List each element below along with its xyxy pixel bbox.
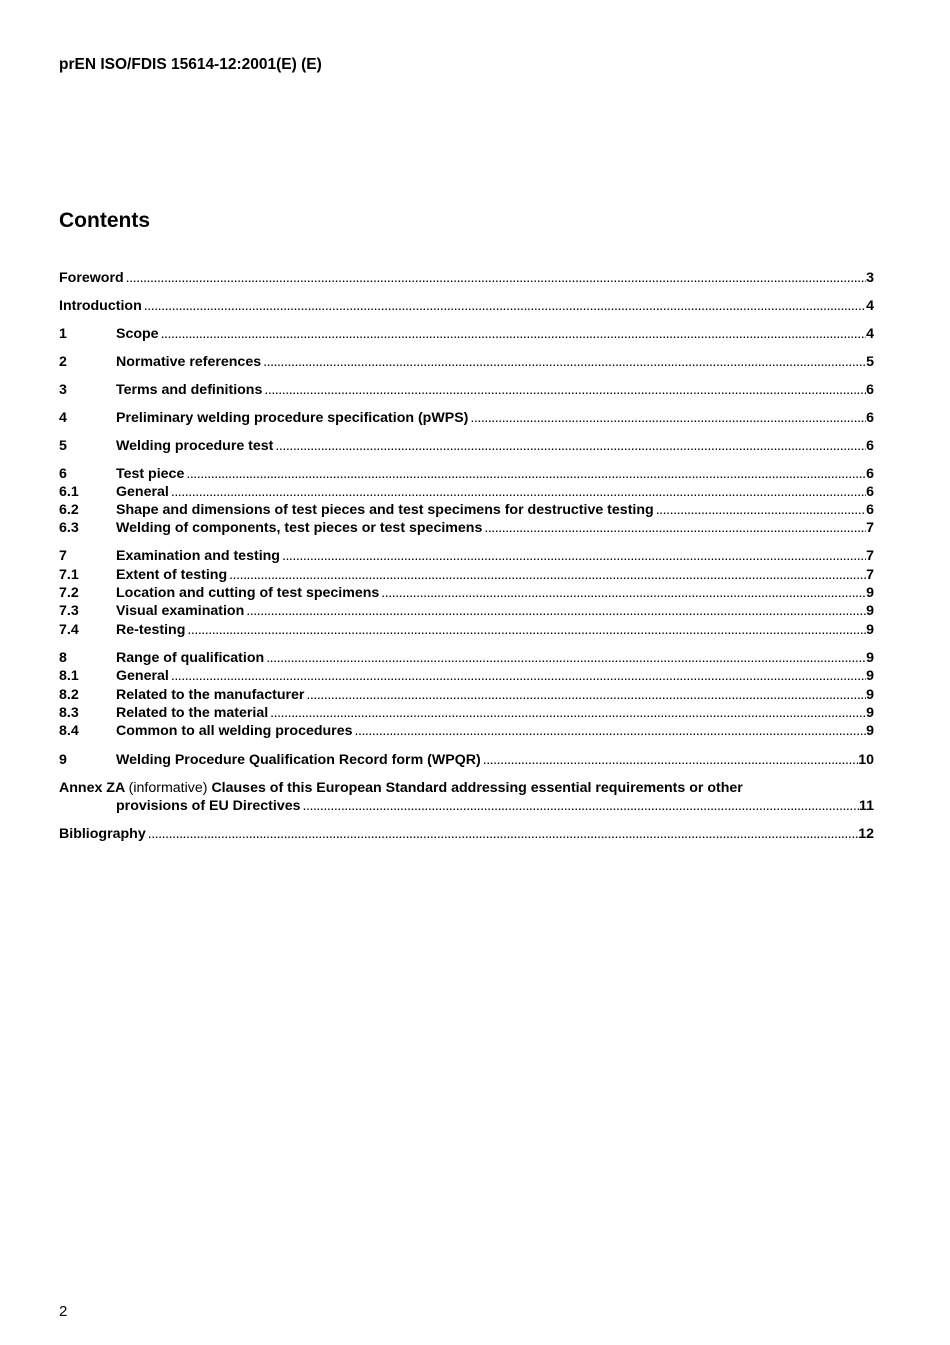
- toc-page: 9: [866, 668, 874, 684]
- toc-title: Shape and dimensions of test pieces and test specimens for destructive testing: [116, 502, 654, 518]
- toc-title: Scope: [116, 326, 159, 342]
- toc-title: Location and cutting of test specimens: [116, 585, 380, 601]
- leader-dots: [654, 501, 866, 519]
- leader-dots: [184, 465, 866, 483]
- leader-dots: [169, 483, 866, 501]
- toc-title: Common to all welding procedures: [116, 723, 353, 739]
- toc-page: 5: [866, 354, 874, 370]
- toc-entry-8-2[interactable]: [59, 686, 874, 704]
- leader-dots: [169, 667, 866, 685]
- leader-dots: [468, 409, 866, 427]
- leader-dots: [482, 519, 866, 537]
- toc-number: 3: [59, 382, 67, 398]
- toc-number: 8.1: [59, 668, 79, 684]
- toc-entry-8-3[interactable]: [59, 704, 874, 722]
- toc-entry-6-3[interactable]: [59, 519, 874, 537]
- toc-title: Welding of components, test pieces or test specimens: [116, 520, 483, 536]
- toc-page: 4: [866, 326, 874, 342]
- toc-number: 6.1: [59, 484, 79, 500]
- toc-entry-7-3[interactable]: [59, 602, 874, 620]
- toc-title: Visual examination: [116, 603, 245, 619]
- toc-entry-6-1[interactable]: [59, 483, 874, 501]
- toc-page: 4: [866, 298, 874, 314]
- toc-page: 9: [866, 603, 874, 619]
- toc-number: 8: [59, 650, 67, 666]
- leader-dots: [261, 353, 866, 371]
- toc-title: Bibliography: [59, 826, 146, 842]
- toc-title: Test piece: [116, 466, 185, 482]
- toc-page: 10: [858, 752, 874, 768]
- toc-number: 6.3: [59, 520, 79, 536]
- toc-title: Introduction: [59, 298, 142, 314]
- toc-entry-3[interactable]: [59, 381, 874, 399]
- toc-page: 9: [866, 687, 874, 703]
- toc-entry-bibliography[interactable]: [59, 825, 874, 843]
- toc-page: 7: [866, 520, 874, 536]
- toc-entry-8[interactable]: [59, 649, 874, 667]
- toc-entry-annex-za-cont[interactable]: [59, 797, 874, 815]
- toc-title: Welding procedure test: [116, 438, 274, 454]
- leader-dots: [304, 686, 866, 704]
- toc-entry-7-1[interactable]: [59, 566, 874, 584]
- toc-title: Foreword: [59, 270, 124, 286]
- leader-dots: [146, 825, 859, 843]
- toc-number: 4: [59, 410, 67, 426]
- leader-dots: [227, 566, 866, 584]
- toc-page: 12: [858, 826, 874, 842]
- leader-dots: [379, 584, 866, 602]
- toc-number: 9: [59, 752, 67, 768]
- toc-page: 9: [866, 723, 874, 739]
- toc-page: 9: [866, 705, 874, 721]
- leader-dots: [124, 269, 866, 287]
- toc-page: 6: [866, 466, 874, 482]
- leader-dots: [159, 325, 867, 343]
- toc-title: Extent of testing: [116, 567, 228, 583]
- toc-entry-foreword[interactable]: [59, 269, 874, 287]
- toc-number: 7.2: [59, 585, 79, 601]
- leader-dots: [264, 649, 866, 667]
- toc-entry-9[interactable]: [59, 751, 874, 769]
- toc-number: 7.4: [59, 622, 79, 638]
- toc-entry-annex-za[interactable]: [59, 779, 874, 797]
- toc-number: 5: [59, 438, 67, 454]
- toc-number: 8.4: [59, 723, 79, 739]
- toc-number: 8.2: [59, 687, 79, 703]
- toc-entry-8-1[interactable]: [59, 667, 874, 685]
- leader-dots: [481, 751, 859, 769]
- toc-title: Related to the manufacturer: [116, 687, 305, 703]
- toc-entry-7-2[interactable]: [59, 584, 874, 602]
- toc-page: 11: [859, 798, 874, 814]
- toc-entry-7[interactable]: [59, 547, 874, 565]
- toc-title: Terms and definitions: [116, 382, 263, 398]
- toc-title: Related to the material: [116, 705, 269, 721]
- annex-label: Annex ZA: [59, 780, 125, 796]
- leader-dots: [273, 437, 866, 455]
- page-number: 2: [59, 1303, 68, 1320]
- toc-number: 2: [59, 354, 67, 370]
- toc-title: General: [116, 668, 169, 684]
- toc-number: 7: [59, 548, 67, 564]
- toc-title: Welding Procedure Qualification Record form (WPQR): [116, 752, 481, 768]
- leader-dots: [352, 722, 866, 740]
- toc-entry-4[interactable]: [59, 409, 874, 427]
- leader-dots: [268, 704, 866, 722]
- toc-number: 6: [59, 466, 67, 482]
- toc-number: 1: [59, 326, 67, 342]
- document-header: prEN ISO/FDIS 15614-12:2001(E) (E): [59, 56, 322, 73]
- toc-number: 8.3: [59, 705, 79, 721]
- toc-page: 7: [866, 567, 874, 583]
- toc-entry-8-4[interactable]: [59, 722, 874, 740]
- toc-page: 6: [866, 438, 874, 454]
- toc-title: General: [116, 484, 169, 500]
- toc-page: 6: [866, 484, 874, 500]
- toc-page: 3: [866, 270, 874, 286]
- toc-page: 9: [866, 622, 874, 638]
- toc-title: Normative references: [116, 354, 262, 370]
- leader-dots: [185, 621, 866, 639]
- toc-title: Examination and testing: [116, 548, 280, 564]
- leader-dots: [262, 381, 866, 399]
- contents-title: Contents: [59, 209, 150, 232]
- toc-page: 9: [866, 585, 874, 601]
- leader-dots: [301, 797, 860, 815]
- toc-entry-introduction[interactable]: [59, 297, 874, 315]
- toc-title: Re-testing: [116, 622, 186, 638]
- toc-number: 7.1: [59, 567, 79, 583]
- annex-title-line2: provisions of EU Directives: [116, 798, 301, 814]
- annex-title-line1: Clauses of this European Standard addressing essential requirements or other: [211, 780, 743, 796]
- leader-dots: [280, 547, 866, 565]
- toc-title: Preliminary welding procedure specification (pWPS): [116, 410, 469, 426]
- leader-dots: [142, 297, 866, 315]
- toc-number: 7.3: [59, 603, 79, 619]
- toc-entry-7-4[interactable]: [59, 621, 874, 639]
- toc-page: 6: [866, 382, 874, 398]
- toc-page: 7: [866, 548, 874, 564]
- toc-page: 6: [866, 410, 874, 426]
- toc-entry-1[interactable]: [59, 325, 874, 343]
- toc-page: 9: [866, 650, 874, 666]
- toc-entry-5[interactable]: [59, 437, 874, 455]
- toc-number: 6.2: [59, 502, 79, 518]
- leader-dots: [244, 602, 866, 620]
- toc-page: 6: [866, 502, 874, 518]
- toc-title: Range of qualification: [116, 650, 265, 666]
- toc-entry-6-2[interactable]: [59, 501, 874, 519]
- annex-qualifier: (informative): [128, 780, 208, 796]
- toc-entry-2[interactable]: [59, 353, 874, 371]
- toc-entry-6[interactable]: [59, 465, 874, 483]
